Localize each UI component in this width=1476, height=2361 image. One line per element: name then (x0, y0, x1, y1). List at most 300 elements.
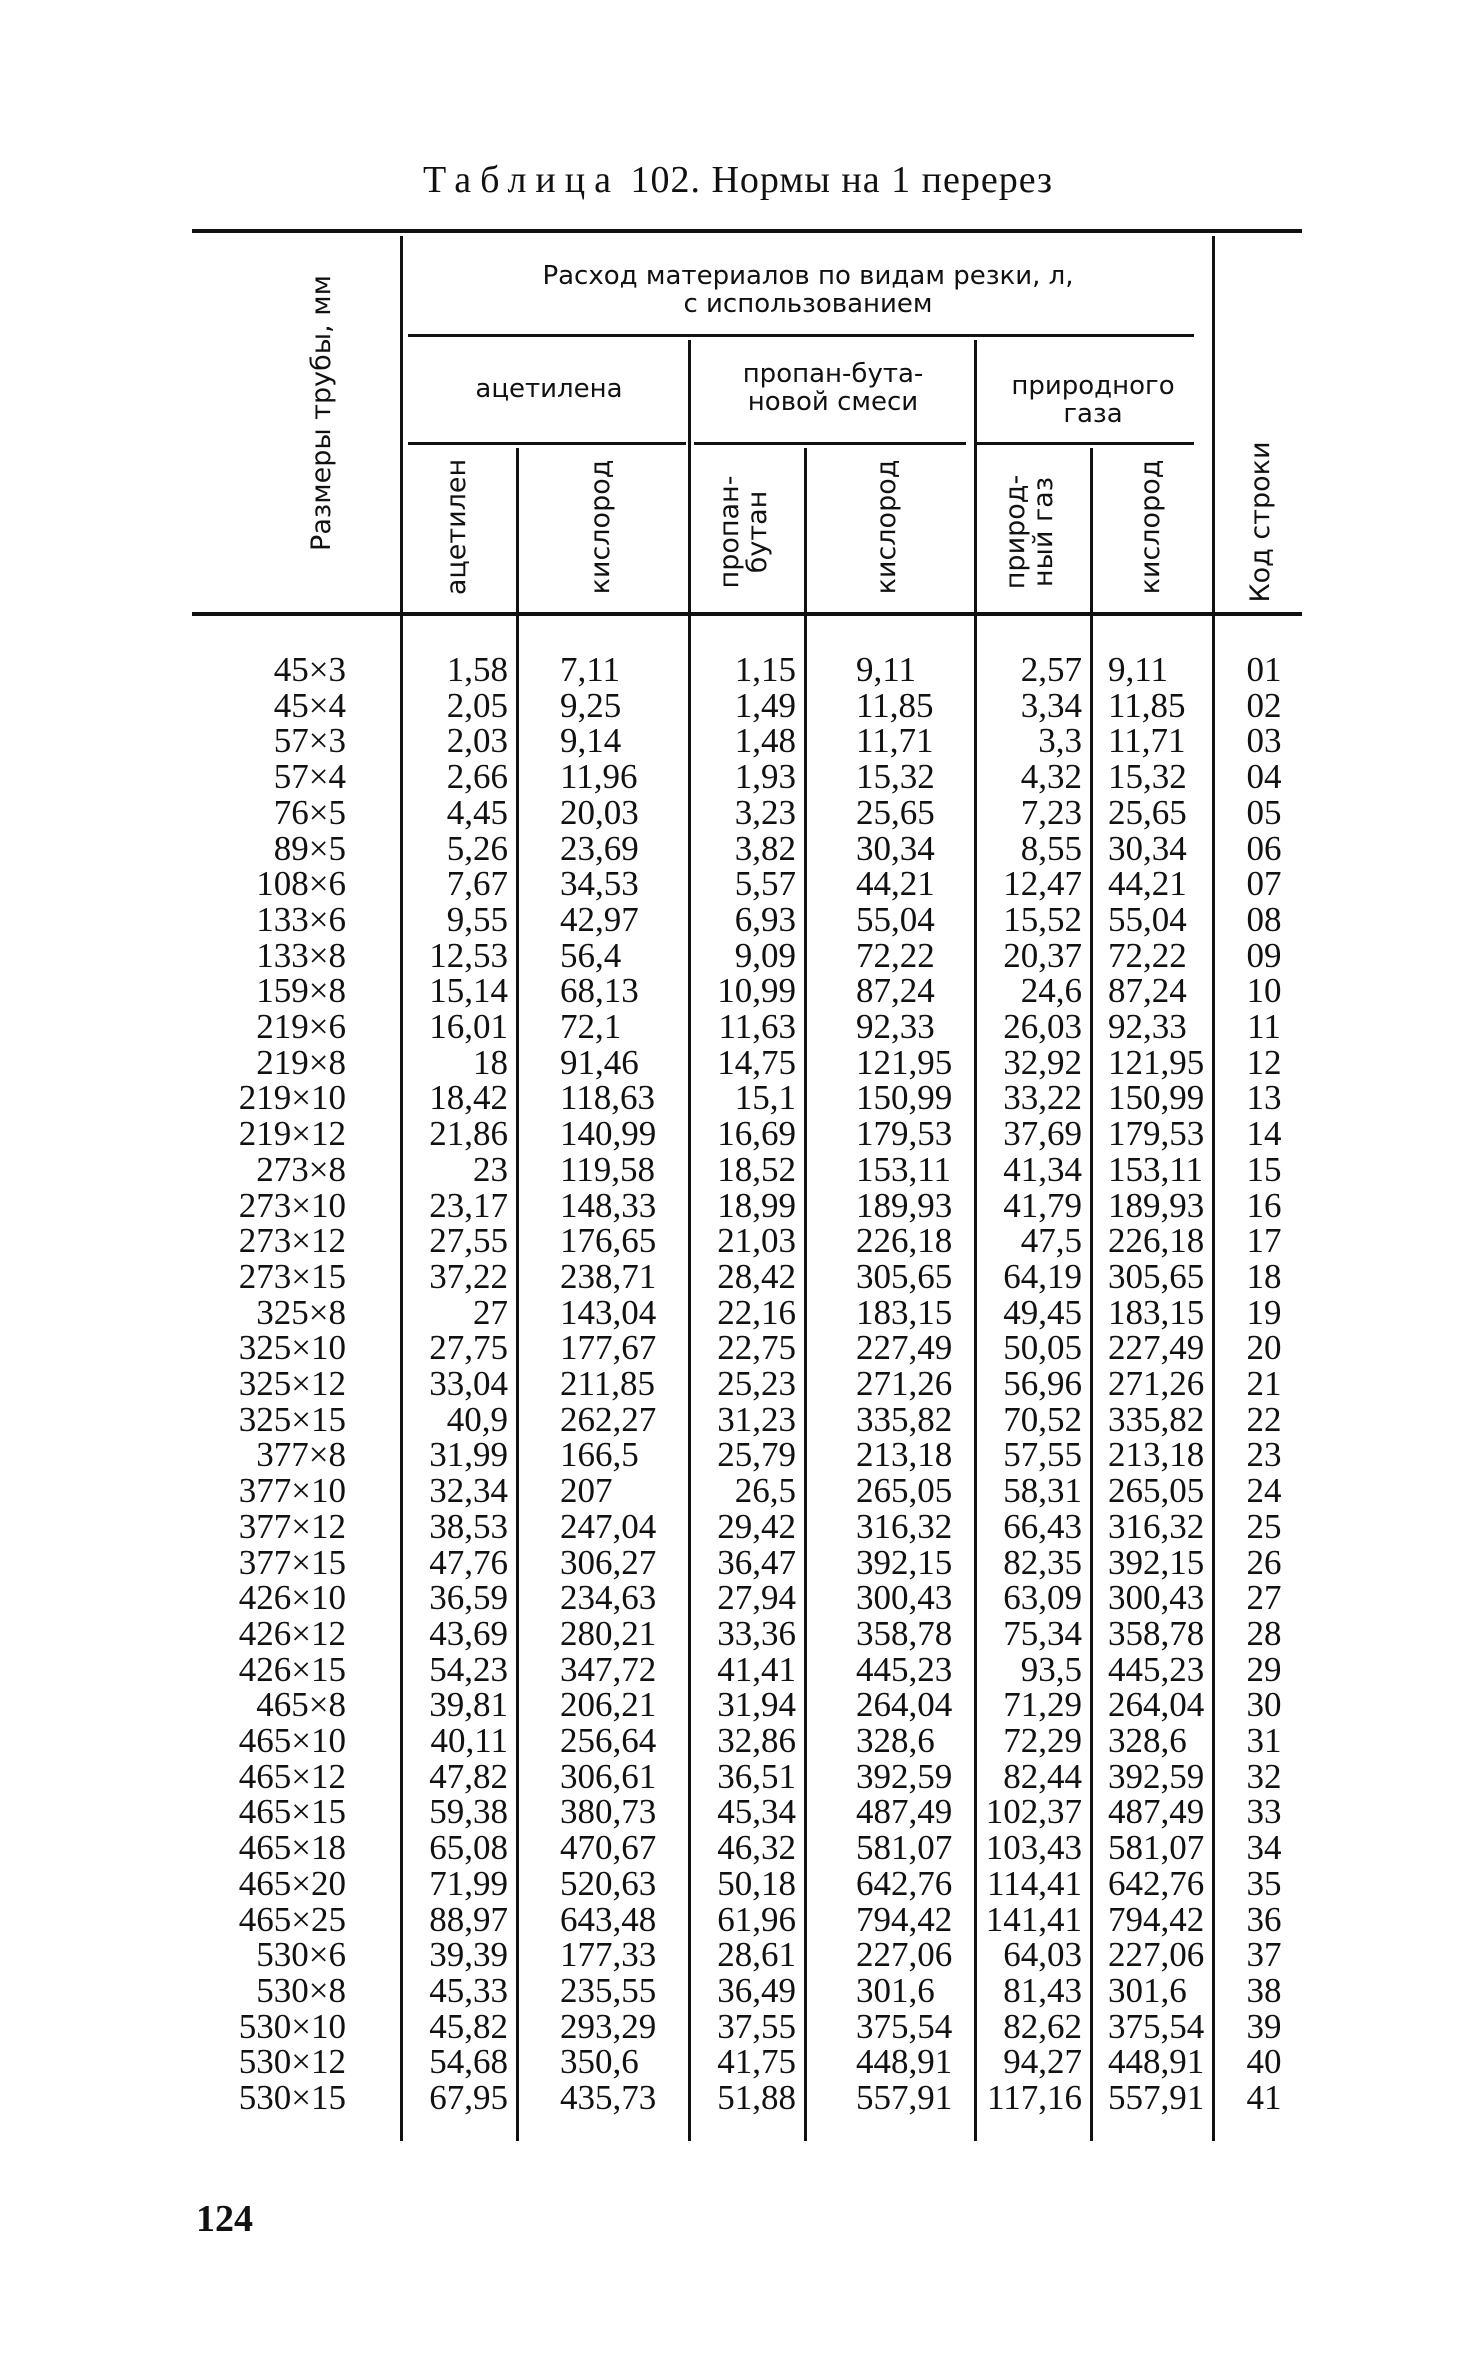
row-code-cell: 08 (1246, 899, 1282, 939)
table-row (0, 1366, 1476, 1401)
natural-gas-cell: 24,6 (1020, 971, 1082, 1011)
oxygen-propane-cell: 15,32 (856, 757, 935, 797)
natural-gas-cell: 103,43 (985, 1828, 1082, 1868)
propane-cell: 22,16 (717, 1292, 796, 1332)
oxygen-natural-cell: 226,18 (1108, 1221, 1205, 1261)
oxygen-acetylene-cell: 643,48 (560, 1899, 657, 1939)
oxygen-acetylene-cell: 140,99 (560, 1114, 657, 1154)
oxygen-acetylene-cell: 9,14 (560, 721, 622, 761)
oxygen-natural-column-header: кислород (1135, 459, 1166, 595)
oxygen-acetylene-column-header: кислород (585, 459, 616, 595)
table-row (0, 2042, 1476, 2082)
oxygen-natural-cell: 305,65 (1108, 1256, 1205, 1296)
oxygen-natural-cell: 392,15 (1108, 1542, 1205, 1582)
table-row (0, 1114, 1476, 1154)
code-column-header: Код строки (1245, 441, 1276, 603)
natural-gas-cell: 64,19 (1003, 1256, 1082, 1296)
acetylene-cell: 71,99 (429, 1863, 508, 1903)
propane-group-header-line1: пропан-бута- (742, 359, 924, 389)
propane-cell: 45,34 (717, 1792, 796, 1832)
table-row (0, 792, 1476, 832)
oxygen-propane-cell: 358,78 (856, 1613, 953, 1653)
table-row (0, 1613, 1476, 1653)
oxygen-acetylene-cell: 306,61 (560, 1756, 657, 1796)
oxygen-acetylene-cell: 11,96 (560, 757, 638, 797)
oxygen-natural-cell: 213,18 (1108, 1435, 1205, 1475)
page-number: 124 (196, 2198, 253, 2240)
row-code-cell: 33 (1246, 1792, 1282, 1832)
table-row (0, 1435, 1476, 1475)
oxygen-natural-cell: 358,78 (1108, 1613, 1205, 1653)
pipe-size-cell: 159×8 (256, 971, 346, 1011)
oxygen-propane-cell: 300,43 (856, 1578, 953, 1618)
oxygen-natural-cell: 794,42 (1108, 1899, 1205, 1939)
row-code-cell: 15 (1246, 1149, 1282, 1189)
pipe-size-cell: 45×4 (273, 685, 346, 725)
pipe-size-cell: 57×3 (273, 721, 346, 761)
acetylene-cell: 27,55 (429, 1221, 508, 1261)
acetylene-cell: 31,99 (429, 1435, 508, 1475)
acetylene-cell: 45,33 (429, 1970, 508, 2010)
propane-cell: 36,47 (717, 1542, 796, 1582)
oxygen-acetylene-cell: 238,71 (560, 1256, 657, 1296)
propane-cell: 9,09 (734, 935, 796, 975)
acetylene-cell: 4,45 (446, 792, 508, 832)
pipe-size-cell: 465×25 (238, 1899, 346, 1939)
oxygen-natural-cell: 300,43 (1108, 1578, 1205, 1618)
oxygen-propane-cell: 335,82 (856, 1399, 953, 1439)
propane-cell: 50,18 (717, 1863, 796, 1903)
acetylene-cell: 59,38 (429, 1792, 508, 1832)
oxygen-acetylene-cell: 256,64 (560, 1721, 657, 1760)
acetylene-column-header: ацетилен (441, 458, 472, 596)
acetylene-cell: 9,55 (446, 899, 508, 939)
pipe-size-cell: 219×12 (238, 1114, 346, 1154)
consumption-header-line2: с использованием (683, 289, 933, 319)
oxygen-propane-cell: 557,91 (856, 2078, 953, 2117)
oxygen-natural-cell: 316,32 (1108, 1506, 1205, 1546)
propane-cell: 10,99 (717, 971, 796, 1011)
propane-cell: 31,23 (717, 1399, 796, 1439)
natural-gas-cell: 82,62 (1003, 2006, 1082, 2046)
row-code-cell: 35 (1246, 1863, 1282, 1903)
pipe-size-cell: 57×4 (273, 757, 346, 797)
acetylene-cell: 2,66 (446, 757, 508, 797)
oxygen-natural-cell: 642,76 (1108, 1863, 1205, 1903)
pipe-size-cell: 89×5 (273, 828, 346, 868)
acetylene-cell: 65,08 (429, 1828, 508, 1868)
oxygen-natural-cell: 227,49 (1108, 1328, 1205, 1368)
oxygen-propane-cell: 72,22 (856, 935, 935, 975)
acetylene-cell: 18,42 (429, 1078, 508, 1118)
propane-cell: 26,5 (734, 1471, 796, 1511)
oxygen-propane-cell: 11,71 (856, 721, 934, 761)
acetylene-cell: 32,34 (429, 1471, 508, 1511)
oxygen-acetylene-cell: 211,85 (560, 1364, 655, 1403)
propane-cell: 33,36 (717, 1613, 796, 1653)
propane-cell: 21,03 (717, 1221, 796, 1261)
natural-gas-cell: 4,32 (1020, 757, 1082, 797)
oxygen-natural-cell: 30,34 (1108, 828, 1187, 868)
propane-cell: 28,42 (717, 1256, 796, 1296)
table-row (0, 1899, 1476, 1939)
row-code-cell: 23 (1246, 1435, 1282, 1475)
natural-gas-cell: 47,5 (1020, 1221, 1082, 1261)
oxygen-propane-cell: 11,85 (856, 685, 934, 725)
propane-cell: 51,88 (717, 2078, 796, 2117)
propane-column-header-line2: бутан (742, 490, 773, 574)
pipe-size-cell: 45×3 (273, 650, 346, 689)
acetylene-cell: 40,9 (446, 1399, 508, 1439)
oxygen-acetylene-cell: 34,53 (560, 864, 639, 904)
propane-cell: 41,75 (717, 2042, 796, 2082)
acetylene-cell: 16,01 (429, 1007, 508, 1046)
top-rule (192, 229, 1302, 233)
pipe-size-cell: 465×8 (256, 1685, 346, 1725)
oxygen-acetylene-cell: 148,33 (560, 1185, 657, 1225)
acetylene-cell: 12,53 (429, 935, 508, 975)
acetylene-cell: 23 (473, 1149, 508, 1189)
oxygen-acetylene-cell: 91,46 (560, 1042, 639, 1082)
table-row (0, 1685, 1476, 1725)
oxygen-acetylene-cell: 234,63 (560, 1578, 657, 1618)
propane-cell: 6,93 (734, 899, 796, 939)
oxygen-acetylene-cell: 7,11 (560, 650, 620, 689)
pipe-size-cell: 377×15 (238, 1542, 346, 1582)
pipe-size-cell: 530×10 (238, 2006, 346, 2046)
pipe-size-cell: 325×12 (238, 1364, 346, 1403)
oxygen-propane-cell: 316,32 (856, 1506, 953, 1546)
oxygen-acetylene-cell: 470,67 (560, 1828, 657, 1868)
pipe-size-cell: 530×15 (238, 2078, 346, 2117)
table-row (0, 1292, 1476, 1332)
oxygen-acetylene-cell: 176,65 (560, 1221, 657, 1261)
propane-cell: 18,52 (717, 1149, 796, 1189)
natural-gas-cell: 70,52 (1003, 1399, 1082, 1439)
table-row (0, 1328, 1476, 1368)
pipe-size-cell: 325×8 (256, 1292, 346, 1332)
oxygen-propane-cell: 305,65 (856, 1256, 953, 1296)
propane-cell: 14,75 (717, 1042, 796, 1082)
natural-gas-cell: 50,05 (1003, 1328, 1082, 1368)
pipe-size-cell: 426×10 (238, 1578, 346, 1618)
propane-cell: 22,75 (717, 1328, 796, 1368)
oxygen-acetylene-cell: 118,63 (560, 1078, 655, 1118)
propane-cell: 36,49 (717, 1970, 796, 2010)
natural-group-header (976, 372, 1210, 428)
oxygen-natural-cell: 9,11 (1108, 650, 1168, 689)
oxygen-acetylene-cell: 435,73 (560, 2078, 657, 2117)
pipe-size-cell: 76×5 (273, 792, 346, 832)
propane-cell: 1,49 (734, 685, 796, 725)
oxygen-propane-cell: 642,76 (856, 1863, 953, 1903)
oxygen-acetylene-cell: 143,04 (560, 1292, 657, 1332)
oxygen-acetylene-cell: 235,55 (560, 1970, 657, 2010)
oxygen-propane-cell: 121,95 (856, 1042, 953, 1082)
acetylene-cell: 2,05 (446, 685, 508, 725)
row-code-cell: 30 (1246, 1685, 1282, 1725)
propane-cell: 41,41 (717, 1649, 796, 1689)
row-code-cell: 27 (1246, 1578, 1282, 1618)
oxygen-natural-cell: 392,59 (1108, 1756, 1205, 1796)
natural-gas-cell: 3,3 (1038, 721, 1082, 761)
table-row (0, 828, 1476, 868)
pipe-size-cell: 377×10 (238, 1471, 346, 1511)
natural-gas-cell: 26,03 (1003, 1007, 1082, 1046)
natural-gas-cell: 37,69 (1003, 1114, 1082, 1154)
acetylene-rule (408, 442, 686, 445)
acetylene-cell: 38,53 (429, 1506, 508, 1546)
group-rule (408, 334, 1194, 337)
oxygen-propane-cell: 794,42 (856, 1899, 953, 1939)
acetylene-cell: 54,68 (429, 2042, 508, 2082)
acetylene-cell: 5,26 (446, 828, 508, 868)
pipe-size-cell: 219×8 (256, 1042, 346, 1082)
natural-gas-cell: 94,27 (1003, 2042, 1082, 2082)
oxygen-propane-cell: 392,15 (856, 1542, 953, 1582)
oxygen-propane-cell: 487,49 (856, 1792, 953, 1832)
row-code-cell: 26 (1246, 1542, 1282, 1582)
row-code-cell: 19 (1246, 1292, 1282, 1332)
natural-gas-cell: 58,31 (1003, 1471, 1082, 1511)
row-code-cell: 09 (1246, 935, 1282, 975)
propane-cell: 15,1 (734, 1078, 796, 1118)
oxygen-propane-cell: 227,49 (856, 1328, 953, 1368)
natural-group-header-line2: газа (1063, 399, 1123, 429)
oxygen-propane-cell: 392,59 (856, 1756, 953, 1796)
oxygen-propane-cell: 92,33 (856, 1007, 935, 1046)
propane-cell: 61,96 (717, 1899, 796, 1939)
row-code-cell: 03 (1246, 721, 1282, 761)
pipe-size-cell: 219×6 (256, 1007, 346, 1046)
natural-gas-cell: 12,47 (1003, 864, 1082, 904)
table-row (0, 757, 1476, 797)
oxygen-propane-cell: 213,18 (856, 1435, 953, 1475)
propane-cell: 1,48 (734, 721, 796, 761)
oxygen-acetylene-cell: 68,13 (560, 971, 639, 1011)
row-code-cell: 10 (1246, 971, 1282, 1011)
oxygen-acetylene-cell: 166,5 (560, 1435, 639, 1475)
acetylene-cell: 67,95 (429, 2078, 508, 2117)
row-code-cell: 21 (1246, 1364, 1282, 1403)
table-row (0, 1078, 1476, 1118)
natural-gas-cell: 57,55 (1003, 1435, 1082, 1475)
natural-gas-cell: 2,57 (1020, 650, 1082, 689)
propane-cell: 46,32 (717, 1828, 796, 1868)
oxygen-natural-cell: 25,65 (1108, 792, 1187, 832)
row-code-cell: 16 (1246, 1185, 1282, 1225)
oxygen-acetylene-cell: 56,4 (560, 935, 622, 975)
pipe-size-cell: 325×10 (238, 1328, 346, 1368)
pipe-size-cell: 219×10 (238, 1078, 346, 1118)
oxygen-natural-cell: 150,99 (1108, 1078, 1205, 1118)
table-row (0, 1792, 1476, 1832)
propane-cell: 16,69 (717, 1114, 796, 1154)
natural-gas-cell: 64,03 (1003, 1935, 1082, 1975)
oxygen-natural-cell: 72,22 (1108, 935, 1187, 975)
acetylene-cell: 54,23 (429, 1649, 508, 1689)
pipe-size-cell: 273×12 (238, 1221, 346, 1261)
acetylene-cell: 39,39 (429, 1935, 508, 1975)
oxygen-acetylene-cell: 177,33 (560, 1935, 657, 1975)
row-code-cell: 24 (1246, 1471, 1282, 1511)
oxygen-acetylene-cell: 72,1 (560, 1007, 622, 1046)
table-row (0, 899, 1476, 939)
propane-cell: 36,51 (717, 1756, 796, 1796)
acetylene-cell: 33,04 (429, 1364, 508, 1403)
pipe-size-cell: 530×6 (256, 1935, 346, 1975)
table-title-text: 102. Нормы на 1 перерез (630, 159, 1054, 201)
oxygen-natural-cell: 581,07 (1108, 1828, 1205, 1868)
oxygen-propane-cell: 44,21 (856, 864, 935, 904)
table-row (0, 721, 1476, 761)
acetylene-cell: 45,82 (429, 2006, 508, 2046)
natural-gas-cell: 72,29 (1003, 1721, 1082, 1760)
row-code-cell: 07 (1246, 864, 1282, 904)
table-row (0, 1471, 1476, 1511)
oxygen-acetylene-cell: 520,63 (560, 1863, 657, 1903)
acetylene-cell: 47,76 (429, 1542, 508, 1582)
row-code-cell: 02 (1246, 685, 1282, 725)
row-code-cell: 17 (1246, 1221, 1282, 1261)
oxygen-acetylene-cell: 9,25 (560, 685, 622, 725)
propane-cell: 31,94 (717, 1685, 796, 1725)
propane-cell: 18,99 (717, 1185, 796, 1225)
acetylene-cell: 36,59 (429, 1578, 508, 1618)
propane-cell: 1,15 (734, 650, 796, 689)
consumption-header-line1: Расход материалов по видам резки, л, (542, 261, 1074, 291)
table-row (0, 685, 1476, 725)
natural-gas-cell: 93,5 (1020, 1649, 1082, 1689)
oxygen-natural-cell: 264,04 (1108, 1685, 1205, 1725)
natural-gas-cell: 15,52 (1003, 899, 1082, 939)
oxygen-natural-cell: 183,15 (1108, 1292, 1205, 1332)
row-code-cell: 31 (1246, 1721, 1282, 1760)
oxygen-natural-cell: 15,32 (1108, 757, 1187, 797)
oxygen-acetylene-cell: 177,67 (560, 1328, 657, 1368)
pipe-size-cell: 465×20 (238, 1863, 346, 1903)
oxygen-propane-cell: 183,15 (856, 1292, 953, 1332)
oxygen-natural-cell: 271,26 (1108, 1364, 1205, 1403)
propane-cell: 1,93 (734, 757, 796, 797)
natural-group-header-line1: природного (1011, 371, 1175, 401)
table-row (0, 1185, 1476, 1225)
table-row (0, 1399, 1476, 1439)
row-code-cell: 32 (1246, 1756, 1282, 1796)
natural-gas-cell: 82,44 (1003, 1756, 1082, 1796)
oxygen-propane-cell: 150,99 (856, 1078, 953, 1118)
natural-gas-cell: 7,23 (1020, 792, 1082, 832)
oxygen-natural-cell: 448,91 (1108, 2042, 1205, 2082)
oxygen-propane-cell: 264,04 (856, 1685, 953, 1725)
propane-cell: 32,86 (717, 1721, 796, 1760)
natural-rule (976, 442, 1194, 445)
oxygen-propane-cell: 301,6 (856, 1970, 935, 2010)
natural-gas-cell: 81,43 (1003, 1970, 1082, 2010)
acetylene-cell: 15,14 (429, 971, 508, 1011)
propane-group-header (692, 360, 974, 416)
natural-gas-cell: 56,96 (1003, 1364, 1082, 1403)
propane-cell: 5,57 (734, 864, 796, 904)
propane-group-header-line2: новой смеси (747, 387, 919, 417)
natural-gas-cell: 63,09 (1003, 1578, 1082, 1618)
oxygen-propane-cell: 55,04 (856, 899, 935, 939)
acetylene-cell: 27,75 (429, 1328, 508, 1368)
oxygen-propane-column-header: кислород (871, 459, 902, 595)
oxygen-natural-cell: 179,53 (1108, 1114, 1205, 1154)
oxygen-propane-cell: 445,23 (856, 1649, 953, 1689)
row-code-cell: 12 (1246, 1042, 1282, 1082)
pipe-size-cell: 465×15 (238, 1792, 346, 1832)
pipe-size-cell: 465×12 (238, 1756, 346, 1796)
pipe-size-cell: 273×10 (238, 1185, 346, 1225)
row-code-cell: 01 (1246, 650, 1282, 689)
oxygen-natural-cell: 265,05 (1108, 1471, 1205, 1511)
oxygen-natural-cell: 87,24 (1108, 971, 1187, 1011)
propane-cell: 29,42 (717, 1506, 796, 1546)
pipe-size-cell: 133×8 (256, 935, 346, 975)
oxygen-acetylene-cell: 280,21 (560, 1613, 657, 1653)
oxygen-propane-cell: 375,54 (856, 2006, 953, 2046)
natural-gas-cell: 49,45 (1003, 1292, 1082, 1332)
oxygen-propane-cell: 448,91 (856, 2042, 953, 2082)
pipe-size-cell: 377×12 (238, 1506, 346, 1546)
row-code-cell: 05 (1246, 792, 1282, 832)
natural-gas-cell: 114,41 (987, 1863, 1082, 1903)
pipe-size-cell: 426×15 (238, 1649, 346, 1689)
oxygen-acetylene-cell: 306,27 (560, 1542, 657, 1582)
table-row (0, 1256, 1476, 1296)
natural-gas-cell: 41,34 (1003, 1149, 1082, 1189)
natural-gas-cell: 141,41 (985, 1899, 1082, 1939)
table-row (0, 1221, 1476, 1261)
row-code-cell: 22 (1246, 1399, 1282, 1439)
natural-gas-cell: 102,37 (985, 1792, 1082, 1832)
table-row (0, 1149, 1476, 1189)
natural-gas-column-header (1002, 457, 1062, 607)
table-row (0, 864, 1476, 904)
row-code-cell: 20 (1246, 1328, 1282, 1368)
pipe-size-cell: 465×18 (238, 1828, 346, 1868)
oxygen-propane-cell: 179,53 (856, 1114, 953, 1154)
natural-gas-cell: 66,43 (1003, 1506, 1082, 1546)
pipe-size-cell: 325×15 (238, 1399, 346, 1439)
oxygen-natural-cell: 121,95 (1108, 1042, 1205, 1082)
natural-gas-cell: 75,34 (1003, 1613, 1082, 1653)
propane-cell: 3,23 (734, 792, 796, 832)
natural-gas-cell: 82,35 (1003, 1542, 1082, 1582)
acetylene-cell: 40,11 (430, 1721, 508, 1760)
oxygen-acetylene-cell: 23,69 (560, 828, 639, 868)
oxygen-propane-cell: 25,65 (856, 792, 935, 832)
oxygen-propane-cell: 581,07 (856, 1828, 953, 1868)
acetylene-cell: 88,97 (429, 1899, 508, 1939)
pipe-size-cell: 530×12 (238, 2042, 346, 2082)
oxygen-natural-cell: 375,54 (1108, 2006, 1205, 2046)
table-row (0, 652, 1476, 687)
table-row (0, 1542, 1476, 1582)
acetylene-cell: 2,03 (446, 721, 508, 761)
oxygen-acetylene-cell: 206,21 (560, 1685, 657, 1725)
oxygen-acetylene-cell: 20,03 (560, 792, 639, 832)
acetylene-cell: 1,58 (446, 650, 508, 689)
table-row (0, 2006, 1476, 2046)
oxygen-natural-cell: 11,85 (1108, 685, 1186, 725)
table-row (0, 1863, 1476, 1903)
acetylene-cell: 39,81 (429, 1685, 508, 1725)
table-row (0, 1723, 1476, 1758)
row-code-cell: 41 (1246, 2078, 1282, 2117)
